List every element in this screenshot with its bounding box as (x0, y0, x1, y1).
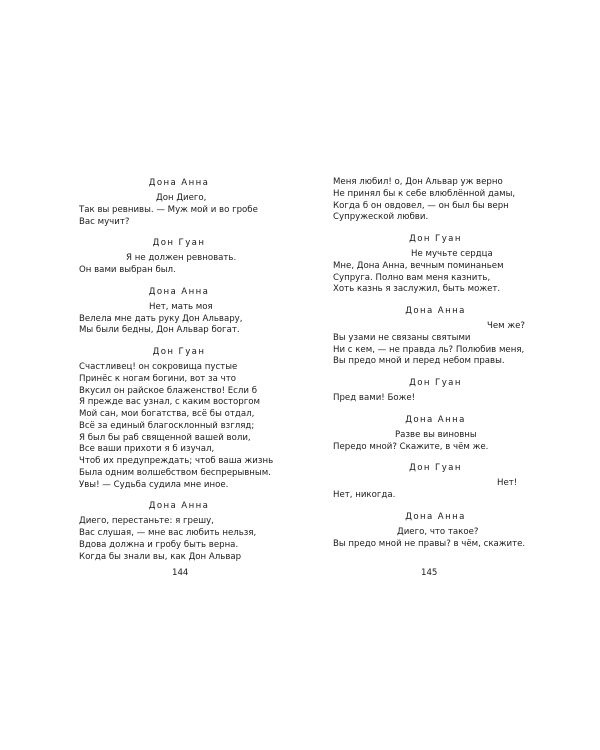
verse-line: Я прежде вас узнал, с каким восторгом (79, 397, 260, 408)
left-page (79, 177, 279, 563)
verse-line: Передо мной? Скажите, в чём же. (333, 441, 489, 452)
verse-line: Мы были бедны, Дон Альвар богат. (79, 325, 240, 336)
speaker-name: Дон Гуан (409, 234, 462, 244)
verse-line: Вкусил он райское блаженство! Если б (79, 385, 258, 396)
verse-line: Меня любил! о, Дон Альвар уж верно (333, 177, 503, 187)
speaker-name: Дон Гуан (152, 347, 206, 357)
speaker-name: Дона Анна (405, 414, 466, 425)
verse-line: Чтоб их предупреждать; чтоб ваша жизнь (79, 456, 274, 466)
verse-line: Всё за единый благосклонный взгляд; (79, 420, 255, 431)
verse-line: Я не должен ревновать. (126, 253, 237, 264)
speaker-name: Дона Анна (405, 306, 466, 316)
verse-line: Принёс к ногам богини, вот за что (79, 373, 236, 384)
verse-line: Вы предо мной и перед небом правы. (333, 356, 505, 367)
speaker-name: Дон Гуан (152, 238, 206, 249)
verse-line: Так вы ревнивы. — Муж мой и во гробе (79, 204, 258, 215)
right-page (333, 177, 538, 550)
verse-line: Диего, что такое? (397, 526, 479, 537)
verse-line: Когда б он овдовел, — он был бы верн (333, 200, 509, 211)
verse-line: Была одним волшебством беспрерывным. (79, 467, 271, 478)
verse-line: Нет! (497, 478, 518, 489)
verse-line: Когда бы знали вы, как Дон Альвар (79, 551, 242, 562)
verse-line: Вы узами не связаны святыми (333, 332, 471, 343)
verse-line: Нет, никогда. (333, 490, 396, 500)
verse-line: Дон Диего, (156, 193, 207, 203)
verse-line: Вас мучит? (79, 216, 130, 227)
speaker-name: Дона Анна (148, 286, 210, 297)
verse-line: Велела мне дать руку Дон Альвару, (79, 313, 243, 324)
verse-line: Вас слушая, — мне вас любить нельзя, (79, 528, 257, 538)
page-number: 145 (421, 568, 438, 578)
speaker-name: Дона Анна (405, 511, 466, 522)
verse-line: Диего, перестаньте: я грешу, (79, 516, 214, 527)
speaker-name: Дон Гуан (409, 378, 462, 388)
verse-line: Я был бы раб священной вашей воли, (79, 432, 251, 443)
verse-line: Он вами выбран был. (79, 265, 176, 275)
verse-line: Мой сан, мои богатства, всё бы отдал, (79, 409, 255, 419)
speaker-name: Дона Анна (148, 178, 210, 188)
verse-line: Пред вами! Боже! (333, 393, 416, 403)
verse-line: Нет, мать моя (149, 301, 213, 312)
verse-line: Увы! — Судьба судила мне иное. (79, 479, 229, 490)
verse-line: Супружеской любви. (333, 212, 429, 223)
verse-line: Не мучьте сердца (411, 249, 493, 259)
verse-line: Ни с кем, — не правда ль? Полюбив меня, (333, 344, 525, 355)
speaker-name: Дон Гуан (409, 463, 462, 474)
page-number: 144 (172, 568, 189, 578)
verse-line: Разве вы виновны (395, 429, 477, 440)
verse-line: Вы предо мной не правы? в чём, скажите. (333, 538, 526, 549)
verse-line: Мне, Дона Анна, вечным поминаньем (333, 260, 504, 271)
verse-line: Супруга. Полно вам меня казнить, (333, 272, 491, 283)
verse-line: Не принял бы к себе влюблённой дамы, (333, 188, 516, 199)
verse-line: Хоть казнь я заслужил, быть может. (333, 284, 501, 295)
speaker-name: Дона Анна (148, 501, 210, 512)
verse-line: Вдова должна и гробу быть верна. (79, 539, 239, 550)
verse-line: Счастливец! он сокровища пустые (79, 362, 238, 372)
verse-line: Все ваши прихоти я б изучал, (79, 444, 215, 455)
verse-line: Чем же? (487, 321, 525, 331)
